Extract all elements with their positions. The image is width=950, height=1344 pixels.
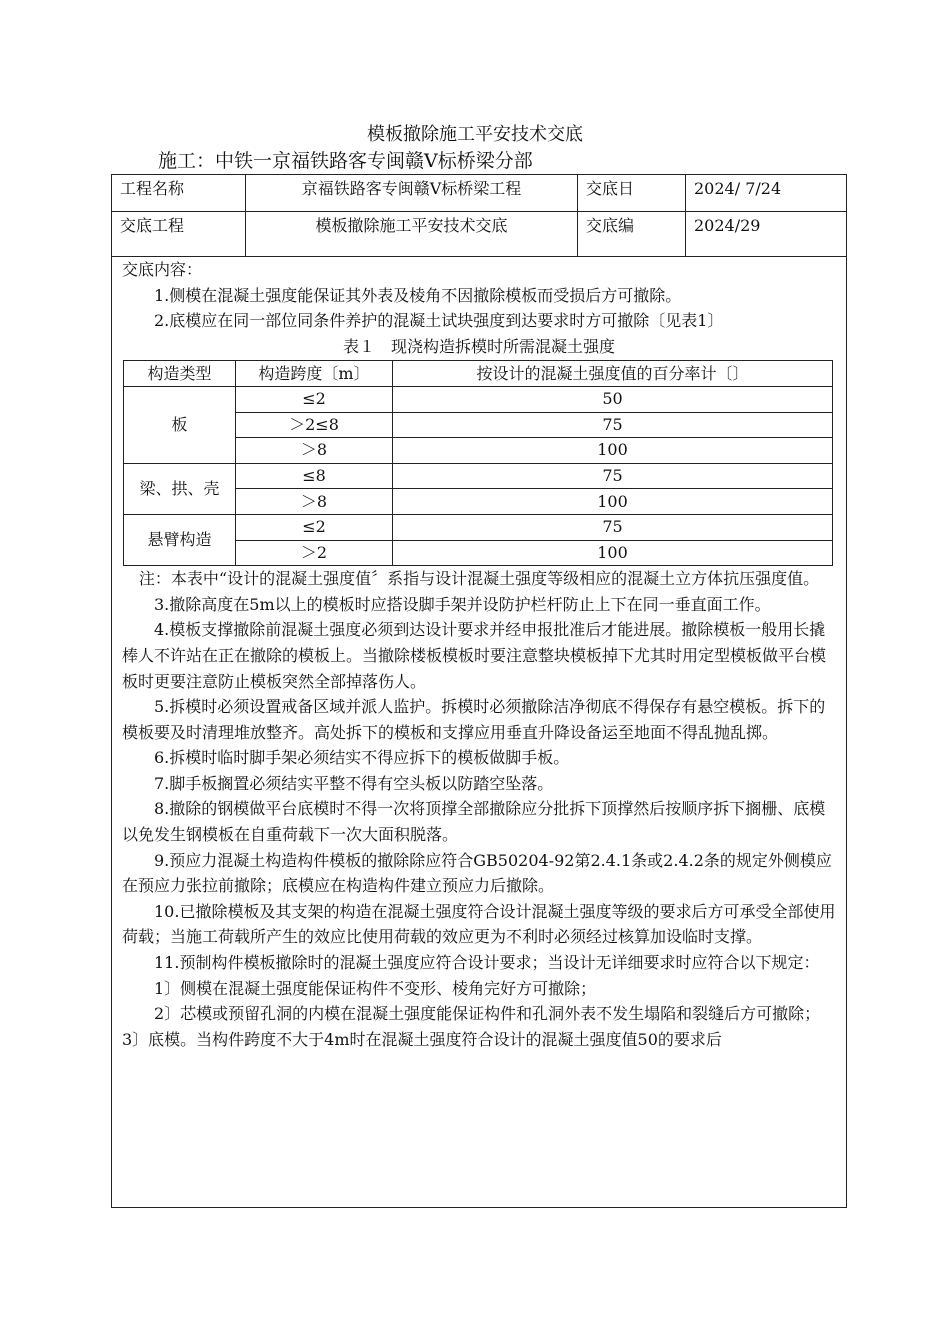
paragraph-5: 5.拆模时必须设置戒备区域并派人监护。拆模时必须撤除洁净彻底不得保存有悬空模板。拆下的模板要及时清理堆放整齐。高处拆下的模板和支撑应用垂直升降设备运至地面不得乱抛乱掷。 [122,697,826,742]
paragraph-2: 2.底模应在同一部位同条件养护的混凝土试块强度到达要求时方可撤除〔见表1〕 [154,311,724,331]
percent-cell: 50 [393,386,833,412]
disclosure-content [112,257,846,1052]
paragraph-11: 11.预制构件模板撤除时的混凝土强度应符合设计要求；当设计无详细要求时应符合以下规定： [154,953,820,973]
number-label: 交底编 [578,212,686,256]
percent-cell: 75 [393,514,833,540]
document-title: 模板撤除施工平安技术交底 [367,124,583,145]
paragraph-9: 9.预应力混凝土构造构件模板的撤除除应符合GB50204-92第2.4.1条或2.4.2条的规定外侧模应在预应力张拉前撤除；底模应在构造构件建立预应力后撤除。 [122,850,832,896]
table-header-cell: 构造跨度〔m〕 [236,361,393,387]
content-heading: 交底内容： [122,260,203,279]
table-caption: 表１ 现浇构造拆模时所需混凝土强度 [342,336,615,356]
span-cell: ≤8 [236,463,393,489]
percent-cell: 100 [393,540,833,566]
structure-type-cell: 悬臂构造 [124,514,236,565]
project-name-value: 京福铁路客专闽赣Ⅴ标桥梁工程 [246,175,578,211]
header-row-2 [112,212,846,257]
table-header-row [124,361,833,387]
date-value: 2024/ 7/24 [694,179,782,198]
span-cell: ＞8 [236,438,393,464]
structure-type-cell [124,463,236,514]
table-header-cell: 按设计的混凝土强度值的百分率计〔〕 [393,361,833,387]
percent-cell: 75 [393,463,833,489]
disclosure-form [111,174,847,1208]
percent-cell: 75 [393,412,833,438]
paragraph-8: 8.撤除的钢模做平台底模时不得一次将顶撑全部撤除应分批拆下顶撑然后按顺序拆下搁栅、底模以免发生钢模板在自重荷载下一次大面积脱落。 [122,799,826,845]
paragraph-1: 1.侧模在混凝土强度能保证其外表及棱角不因撤除模板而受损后方可撤除。 [154,285,682,305]
paragraph-11-2: 2〕芯模或预留孔洞的内模在混凝土强度能保证构件和孔洞外表不发生塌陷和裂缝后方可撤除； [154,1004,821,1024]
span-cell: ＞2 [236,540,393,566]
percent-cell: 100 [393,438,833,464]
paragraph-4: 4.模板支撑撤除前混凝土强度必须到达设计要求并经申报批准后才能进展。撤除模板一般用长撬棒人不许站在正在撤除的模板上。当撤除楼板模板时要注意整块模板掉下尤其时用定型模板做平台模板时更要注意防止模板突然全部掉落伤人。 [122,620,827,691]
table-row [124,386,833,412]
header-row-1 [112,175,846,212]
number-value: 2024/29 [694,216,761,235]
item-label: 交底工程 [112,212,246,256]
project-name-label: 工程名称 [112,175,246,211]
paragraph-3: 3.撤除高度在5m以上的模板时应搭设脚手架并设防护栏杆防止上下在同一垂直面工作。 [154,594,771,614]
span-cell: ≤2 [236,386,393,412]
paragraph-10: 10.已撤除模板及其支架的构造在混凝土强度符合设计混凝土强度等级的要求后方可承受全部使用荷载；当施工荷载所产生的效应比使用荷载的效应更为不利时必须经过核算加设临时支撑。 [122,901,836,947]
paragraph-11-1: 1〕侧模在混凝土强度能保证构件不变形、棱角完好方可撤除； [154,978,597,998]
structure-type-label: 梁、拱、壳 [139,479,220,499]
table-row [124,514,833,540]
span-cell: ＞2≤8 [236,412,393,438]
item-value: 模板撤除施工平安技术交底 [246,212,578,256]
percent-cell: 100 [393,489,833,515]
paragraph-6: 6.拆模时临时脚手架必须结实不得应拆下的模板做脚手板。 [154,748,570,768]
table-row [124,463,833,489]
paragraph-11-3: 3〕底模。当构件跨度不大于4m时在混凝土强度符合设计的混凝土强度值50的要求后 [122,1029,722,1049]
span-cell: ＞8 [236,489,393,515]
date-label: 交底日 [578,175,686,211]
structure-type-cell: 板 [124,386,236,463]
table-note: 注：本表中“设计的混凝土强度值〞系指与设计混凝土强度等级相应的混凝土立方体抗压强度值。 [138,569,820,589]
strength-table [123,360,833,566]
table-header-cell: 构造类型 [124,361,236,387]
span-cell: ≤2 [236,514,393,540]
document-subtitle: 施工：中铁一京福铁路客专闽赣Ⅴ标桥梁分部 [158,150,533,172]
paragraph-7: 7.脚手板搁置必须结实平整不得有空头板以防踏空坠落。 [154,773,554,793]
